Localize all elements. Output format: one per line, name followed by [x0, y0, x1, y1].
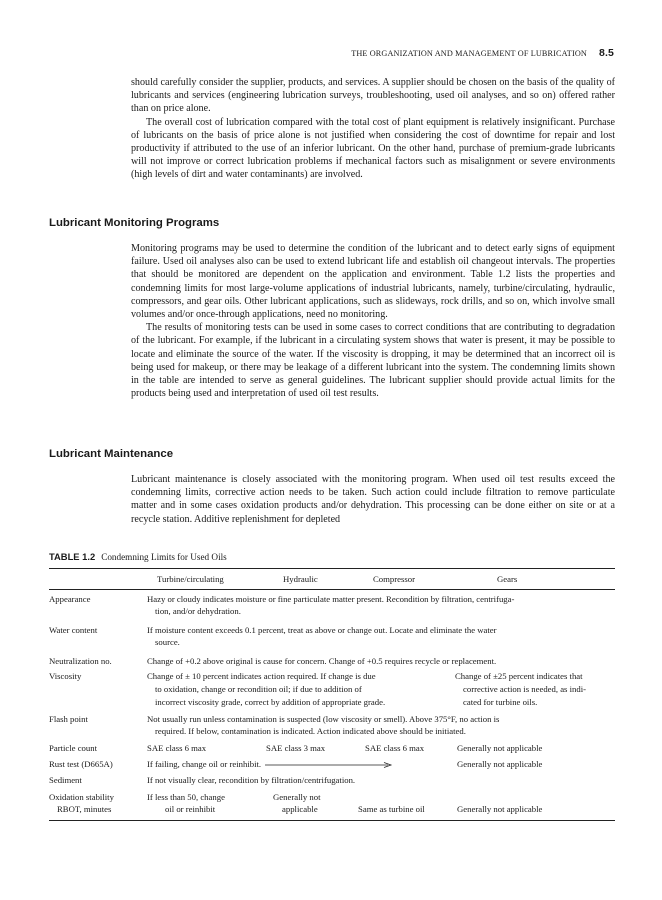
row-label-particle-count: Particle count: [49, 743, 98, 753]
oxidation-turbine-line-2: oil or reinhibit: [165, 804, 216, 814]
section-heading-maintenance: Lubricant Maintenance: [49, 448, 174, 460]
viscosity-left-line-3: incorrect viscosity grade, correct by addition of appropriate grade.: [155, 697, 386, 707]
flash-text-line-1: Not usually run unless contamination is suspected (low viscosity or smell). Above 375°F, no action is: [147, 714, 500, 724]
table-title: Condemning Limits for Used Oils: [101, 552, 227, 562]
row-label-oxidation-line-1: Oxidation stability: [49, 792, 114, 802]
right-arrow-icon: [263, 762, 393, 768]
particle-hydraulic: SAE class 3 max: [266, 743, 326, 753]
row-label-sediment: Sediment: [49, 775, 82, 785]
neutralization-text: Change of +0.2 above original is cause for concern. Change of +0.5 requires recycle or replacement.: [147, 656, 497, 666]
water-text-line-1: If moisture content exceeds 0.1 percent, treat as above or change out. Locate and eliminate the water: [147, 625, 497, 635]
oxidation-turbine-line-1: If less than 50, change: [147, 792, 225, 802]
viscosity-left-line-2: to oxidation, change or recondition oil; if due to addition of: [155, 684, 362, 694]
table-header-rule: [49, 589, 615, 590]
flash-text-line-2: required. If below, contamination is indicated. Action indicated above should be initiated.: [155, 726, 466, 736]
running-title: THE ORGANIZATION AND MANAGEMENT OF LUBRICATION: [351, 49, 587, 58]
rust-text: [147, 758, 393, 771]
appearance-text-line-1: Hazy or cloudy indicates moisture or fine particulate matter present. Recondition by filtration, centrifuga-: [147, 594, 515, 604]
column-header-turbine: Turbine/circulating: [157, 574, 224, 584]
page-number: 8.5: [598, 47, 614, 59]
column-header-gears: Gears: [497, 574, 518, 584]
table-caption: [49, 551, 227, 562]
table-label: TABLE 1.2: [49, 551, 96, 562]
column-header-hydraulic: Hydraulic: [283, 574, 318, 584]
monitoring-section: [131, 242, 615, 400]
row-label-water-content: Water content: [49, 625, 98, 635]
particle-gears: Generally not applicable: [457, 743, 543, 753]
monitoring-paragraph-1: Monitoring programs may be used to determine the condition of the lubricant and to detect early signs of equipment failure. Used oil analyses also can be used to extend lubricant life and establish oil changeout intervals. The properties that should be monitored are dependent on the application and environment. Table 1.2 lists the properties and condemning limits for most large-volume applications of industrial lubricants, namely, turbine/circulating, hydraulic, compressors, and gear oils. Other lubricant applications, such as slideways, rock drills, and so on, which involve small volumes and/or once-through applications, need no monitoring.: [131, 243, 615, 321]
row-label-viscosity: Viscosity: [49, 671, 82, 681]
particle-compressor: SAE class 6 max: [365, 743, 425, 753]
maintenance-paragraph-1: Lubricant maintenance is closely associated with the monitoring program. When used oil test results exceed the condemning limits, corrective action needs to be taken. Such action could include filtration to remove particulate matter and in some cases oxidation products and/or dehydration. This processing can be done either on site or at a recycle station. Additive replenishment for depleted: [131, 474, 615, 525]
row-label-appearance: Appearance: [49, 594, 91, 604]
viscosity-right-line-3: cated for turbine oils.: [463, 697, 538, 707]
row-label-oxidation-line-2: RBOT, minutes: [57, 804, 112, 814]
intro-paragraph-1: should carefully consider the supplier, products, and services. A supplier should be chosen on the basis of the quality of lubricants and services (engineering lubrication surveys, troubleshooting, used oil analyses, and so on) offered rather than on price alone.: [131, 77, 615, 115]
viscosity-right-line-2: corrective action is needed, as indi-: [463, 684, 587, 694]
table-bottom-rule: [49, 820, 615, 821]
oxidation-compressor: Same as turbine oil: [358, 804, 425, 814]
particle-turbine: SAE class 6 max: [147, 743, 207, 753]
water-text-line-2: source.: [155, 637, 180, 647]
viscosity-right-line-1: Change of ±25 percent indicates that: [455, 671, 583, 681]
column-header-compressor: Compressor: [373, 574, 415, 584]
appearance-text-line-2: tion, and/or dehydration.: [155, 606, 241, 616]
monitoring-paragraph-2: The results of monitoring tests can be used in some cases to correct conditions that are contributing to degradation of the lubricant. For example, if the lubricant in a circulating system shows that water is present, it may be possible to locate and eliminate the source of the water. If the viscosity is dropping, it may be determined that an incorrect oil is being used for makeup, or there may be leakage of a different lubricant into the system. The condemning limits shown in the table are intended to serve as general guidelines. The lubricant supplier should provide actual limits for the products being used and interpretation of used oil test results.: [131, 322, 615, 400]
table-top-rule: [49, 568, 615, 569]
oxidation-gears: Generally not applicable: [457, 804, 543, 814]
sediment-text: If not visually clear, recondition by filtration/centrifugation.: [147, 775, 356, 785]
oxidation-hydraulic-line-1: Generally not: [273, 792, 321, 802]
viscosity-left-line-1: Change of ± 10 percent indicates action required. If change is due: [147, 671, 376, 681]
rust-text-label: If failing, change oil or reinhibit.: [147, 759, 262, 769]
oxidation-hydraulic-line-2: applicable: [282, 804, 318, 814]
running-header: [0, 47, 614, 59]
intro-section: [131, 76, 615, 182]
section-heading-monitoring: Lubricant Monitoring Programs: [49, 217, 220, 229]
row-label-neutralization: Neutralization no.: [49, 656, 112, 666]
intro-paragraph-2: The overall cost of lubrication compared with the total cost of plant equipment is relatively insignificant. Purchase of lubricants on the basis of price alone is not justified when considering the cost of downtime for repair and lost productivity if attributed to the use of an inferior lubricant. On the other hand, purchase of premium-grade lubricants will not improve or correct lubrication problems if mechanical factors such as misalignment or severe environments (high levels of dirt and water contaminants) are involved.: [131, 116, 615, 181]
rust-gears: Generally not applicable: [457, 759, 543, 769]
maintenance-section: [131, 473, 615, 526]
row-label-flash-point: Flash point: [49, 714, 88, 724]
row-label-rust-test: Rust test (D665A): [49, 759, 113, 769]
